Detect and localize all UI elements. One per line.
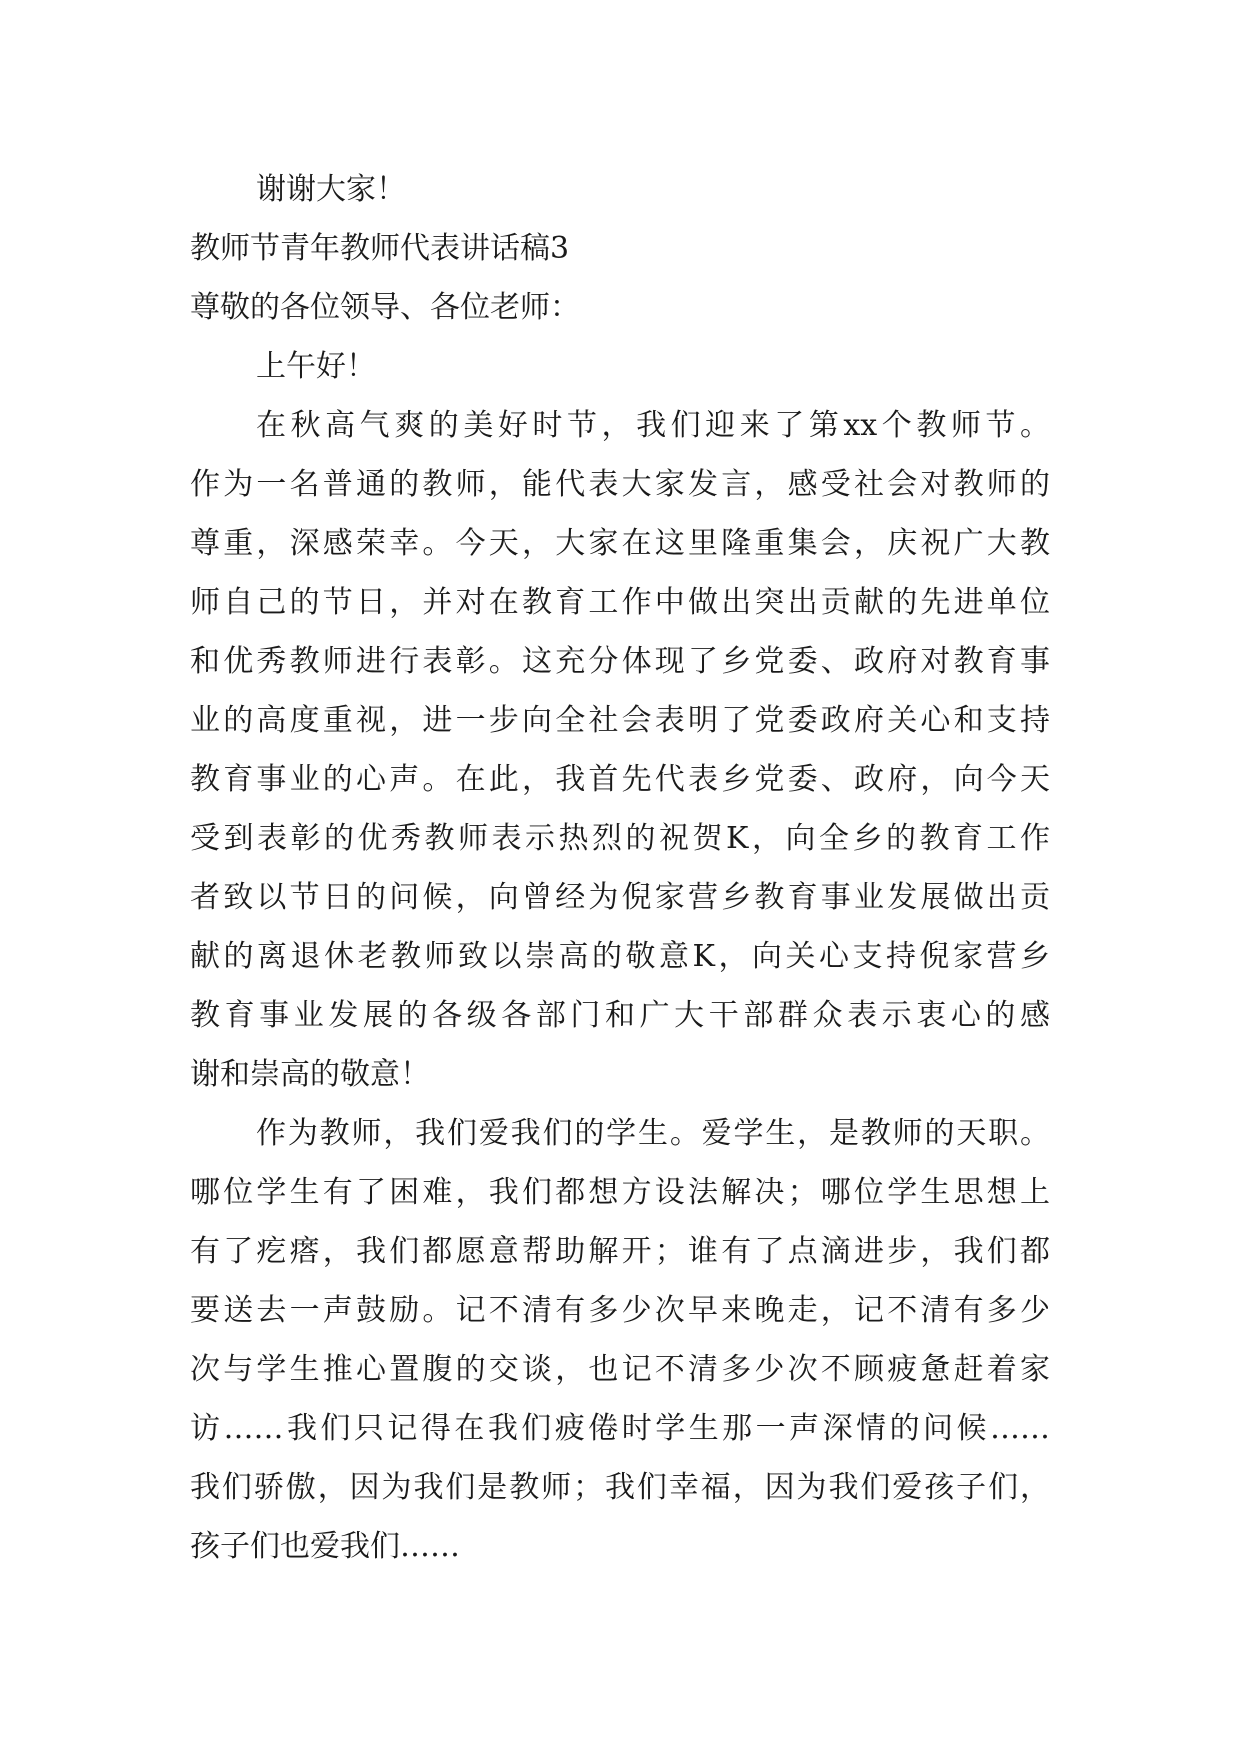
paragraph-line: 谢和崇高的敬意！ (190, 1057, 430, 1092)
paragraph-line: 我们骄傲，因为我们是教师；我们幸福，因为我们爱孩子们， (190, 1470, 1050, 1505)
paragraph-line: 次与学生推心置腹的交谈，也记不清多少次不顾疲惫赶着家 (190, 1352, 1050, 1387)
paragraph-line: 业的高度重视，进一步向全社会表明了党委政府关心和支持 (190, 703, 1050, 738)
paragraph-line: 作为教师，我们爱我们的学生。爱学生，是教师的天职。 (256, 1116, 1050, 1151)
salutation: 尊敬的各位领导、各位老师： (190, 290, 580, 325)
paragraph-line: 要送去一声鼓励。记不清有多少次早来晚走，记不清有多少 (190, 1293, 1050, 1328)
paragraph-line: 教育事业的心声。在此，我首先代表乡党委、政府，向今天 (190, 762, 1050, 797)
paragraph-line: 尊重，深感荣幸。今天，大家在这里隆重集会，庆祝广大教 (190, 526, 1050, 561)
paragraph-line: 访……我们只记得在我们疲倦时学生那一声深情的问候…… (190, 1411, 1050, 1446)
paragraph-line: 哪位学生有了困难，我们都想方设法解决；哪位学生思想上 (190, 1175, 1050, 1210)
paragraph-line: 者致以节日的问候，向曾经为倪家营乡教育事业发展做出贡 (190, 880, 1050, 915)
paragraph-line: 作为一名普通的教师，能代表大家发言，感受社会对教师的 (190, 467, 1050, 502)
paragraph-line: 受到表彰的优秀教师表示热烈的祝贺K，向全乡的教育工作 (190, 821, 1050, 856)
paragraph-line: 在秋高气爽的美好时节，我们迎来了第xx个教师节。 (256, 408, 1050, 443)
greeting: 上午好！ (256, 349, 376, 384)
paragraph-line: 教育事业发展的各级各部门和广大干部群众表示衷心的感 (190, 998, 1050, 1033)
closing-thanks: 谢谢大家！ (256, 172, 406, 207)
paragraph-line: 有了疙瘩，我们都愿意帮助解开；谁有了点滴进步，我们都 (190, 1234, 1050, 1269)
paragraph-line: 和优秀教师进行表彰。这充分体现了乡党委、政府对教育事 (190, 644, 1050, 679)
document-body (190, 160, 1050, 1576)
paragraph-line: 师自己的节日，并对在教育工作中做出突出贡献的先进单位 (190, 585, 1050, 620)
speech-title: 教师节青年教师代表讲话稿3 (190, 231, 570, 266)
paragraph-line: 献的离退休老教师致以崇高的敬意K，向关心支持倪家营乡 (190, 939, 1050, 974)
paragraph-line: 孩子们也爱我们…… (190, 1529, 460, 1564)
